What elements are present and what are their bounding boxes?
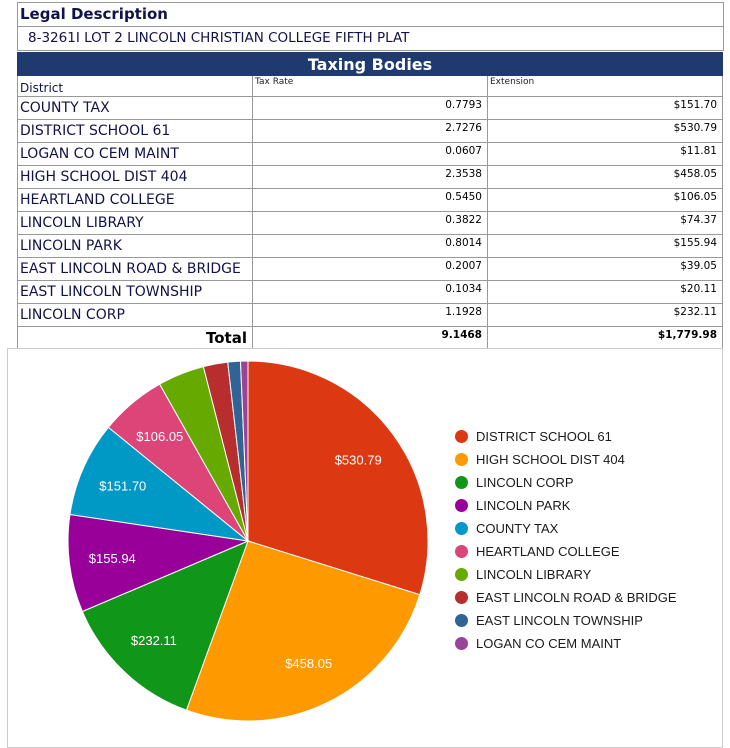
legend-swatch-icon xyxy=(455,591,468,604)
legend-item-district-school-61[interactable] xyxy=(455,429,677,443)
legend-item-county-tax[interactable] xyxy=(455,521,677,535)
column-header-extension: Extension xyxy=(488,76,723,97)
district-cell: COUNTY TAX xyxy=(18,97,253,120)
table-row xyxy=(18,189,723,212)
pie-slice-label: $232.11 xyxy=(130,632,177,648)
taxing-bodies-table xyxy=(17,52,723,351)
extension-cell: $20.11 xyxy=(488,281,723,304)
district-cell: DISTRICT SCHOOL 61 xyxy=(18,120,253,143)
pie-slice-label: $106.05 xyxy=(136,428,184,444)
extension-cell: $11.81 xyxy=(488,143,723,166)
tax-rate-cell: 0.1034 xyxy=(253,281,488,304)
tax-distribution-chart xyxy=(7,348,723,748)
district-cell: EAST LINCOLN TOWNSHIP xyxy=(18,281,253,304)
district-cell: LINCOLN LIBRARY xyxy=(18,212,253,235)
district-cell: HEARTLAND COLLEGE xyxy=(18,189,253,212)
legend-label: LINCOLN CORP xyxy=(476,474,574,490)
tax-rate-cell: 2.7276 xyxy=(253,120,488,143)
extension-cell: $155.94 xyxy=(488,235,723,258)
legend-swatch-icon xyxy=(455,522,468,535)
tax-rate-cell: 2.3538 xyxy=(253,166,488,189)
table-row xyxy=(18,166,723,189)
tax-rate-cell: 0.3822 xyxy=(253,212,488,235)
table-row xyxy=(18,120,723,143)
taxing-bodies-body xyxy=(18,97,723,327)
legend-item-east-lincoln-road-bridge[interactable] xyxy=(455,590,677,604)
pie-slice-label: $530.79 xyxy=(334,452,382,468)
legend-item-lincoln-park[interactable] xyxy=(455,498,677,512)
tax-rate-cell: 0.2007 xyxy=(253,258,488,281)
legend-label: EAST LINCOLN TOWNSHIP xyxy=(476,612,643,628)
table-row xyxy=(18,212,723,235)
legend-swatch-icon xyxy=(455,499,468,512)
legend-item-high-school-dist-404[interactable] xyxy=(455,452,677,466)
pie-slice-label: $458.05 xyxy=(285,656,333,672)
table-row xyxy=(18,258,723,281)
column-header-tax-rate: Tax Rate xyxy=(253,76,488,97)
legend-label: LINCOLN LIBRARY xyxy=(476,566,592,582)
legend-swatch-icon xyxy=(455,614,468,627)
table-row xyxy=(18,304,723,327)
tax-rate-cell: 0.8014 xyxy=(253,235,488,258)
district-cell: LINCOLN CORP xyxy=(18,304,253,327)
legend-swatch-icon xyxy=(455,545,468,558)
legend-label: LINCOLN PARK xyxy=(476,497,571,513)
legend-item-logan-co-cem-maint[interactable] xyxy=(455,636,677,650)
legend-item-east-lincoln-township[interactable] xyxy=(455,613,677,627)
extension-cell: $232.11 xyxy=(488,304,723,327)
legend-label: DISTRICT SCHOOL 61 xyxy=(476,428,612,444)
table-row xyxy=(18,97,723,120)
legend-swatch-icon xyxy=(455,476,468,489)
legend-swatch-icon xyxy=(455,568,468,581)
legend-label: HIGH SCHOOL DIST 404 xyxy=(476,451,625,467)
legend-label: HEARTLAND COLLEGE xyxy=(476,543,620,559)
legend-item-lincoln-corp[interactable] xyxy=(455,475,677,489)
tax-rate-cell: 1.1928 xyxy=(253,304,488,327)
district-cell: EAST LINCOLN ROAD & BRIDGE xyxy=(18,258,253,281)
legend-label: LOGAN CO CEM MAINT xyxy=(476,635,622,651)
total-tax-rate: 9.1468 xyxy=(253,327,488,351)
legal-description-section xyxy=(17,2,724,51)
extension-cell: $74.37 xyxy=(488,212,723,235)
table-row xyxy=(18,143,723,166)
tax-rate-cell: 0.5450 xyxy=(253,189,488,212)
legend-item-heartland-college[interactable] xyxy=(455,544,677,558)
legend-item-lincoln-library[interactable] xyxy=(455,567,677,581)
extension-cell: $151.70 xyxy=(488,97,723,120)
taxing-bodies-title-row xyxy=(18,53,723,76)
taxing-bodies-title: Taxing Bodies xyxy=(18,53,723,76)
taxing-bodies-header-row xyxy=(18,76,723,97)
total-row xyxy=(18,327,723,351)
legend-label: COUNTY TAX xyxy=(476,520,559,536)
district-cell: HIGH SCHOOL DIST 404 xyxy=(18,166,253,189)
pie-slice-label: $151.70 xyxy=(99,478,147,494)
legend-label: EAST LINCOLN ROAD & BRIDGE xyxy=(476,589,677,605)
legal-description-value: 8-3261I LOT 2 LINCOLN CHRISTIAN COLLEGE FIFTH PLAT xyxy=(28,30,410,46)
chart-legend xyxy=(455,429,677,650)
table-row xyxy=(18,281,723,304)
extension-cell: $39.05 xyxy=(488,258,723,281)
total-extension: $1,779.98 xyxy=(488,327,723,351)
pie-slice-label: $155.94 xyxy=(88,550,136,566)
legal-description-title: Legal Description xyxy=(18,3,723,27)
legend-swatch-icon xyxy=(455,453,468,466)
district-cell: LINCOLN PARK xyxy=(18,235,253,258)
total-label: Total xyxy=(18,327,253,351)
tax-rate-cell: 0.7793 xyxy=(253,97,488,120)
extension-cell: $106.05 xyxy=(488,189,723,212)
tax-rate-cell: 0.0607 xyxy=(253,143,488,166)
legend-swatch-icon xyxy=(455,637,468,650)
column-header-district: District xyxy=(18,76,253,97)
district-cell: LOGAN CO CEM MAINT xyxy=(18,143,253,166)
extension-cell: $458.05 xyxy=(488,166,723,189)
legend-swatch-icon xyxy=(455,430,468,443)
table-row xyxy=(18,235,723,258)
extension-cell: $530.79 xyxy=(488,120,723,143)
